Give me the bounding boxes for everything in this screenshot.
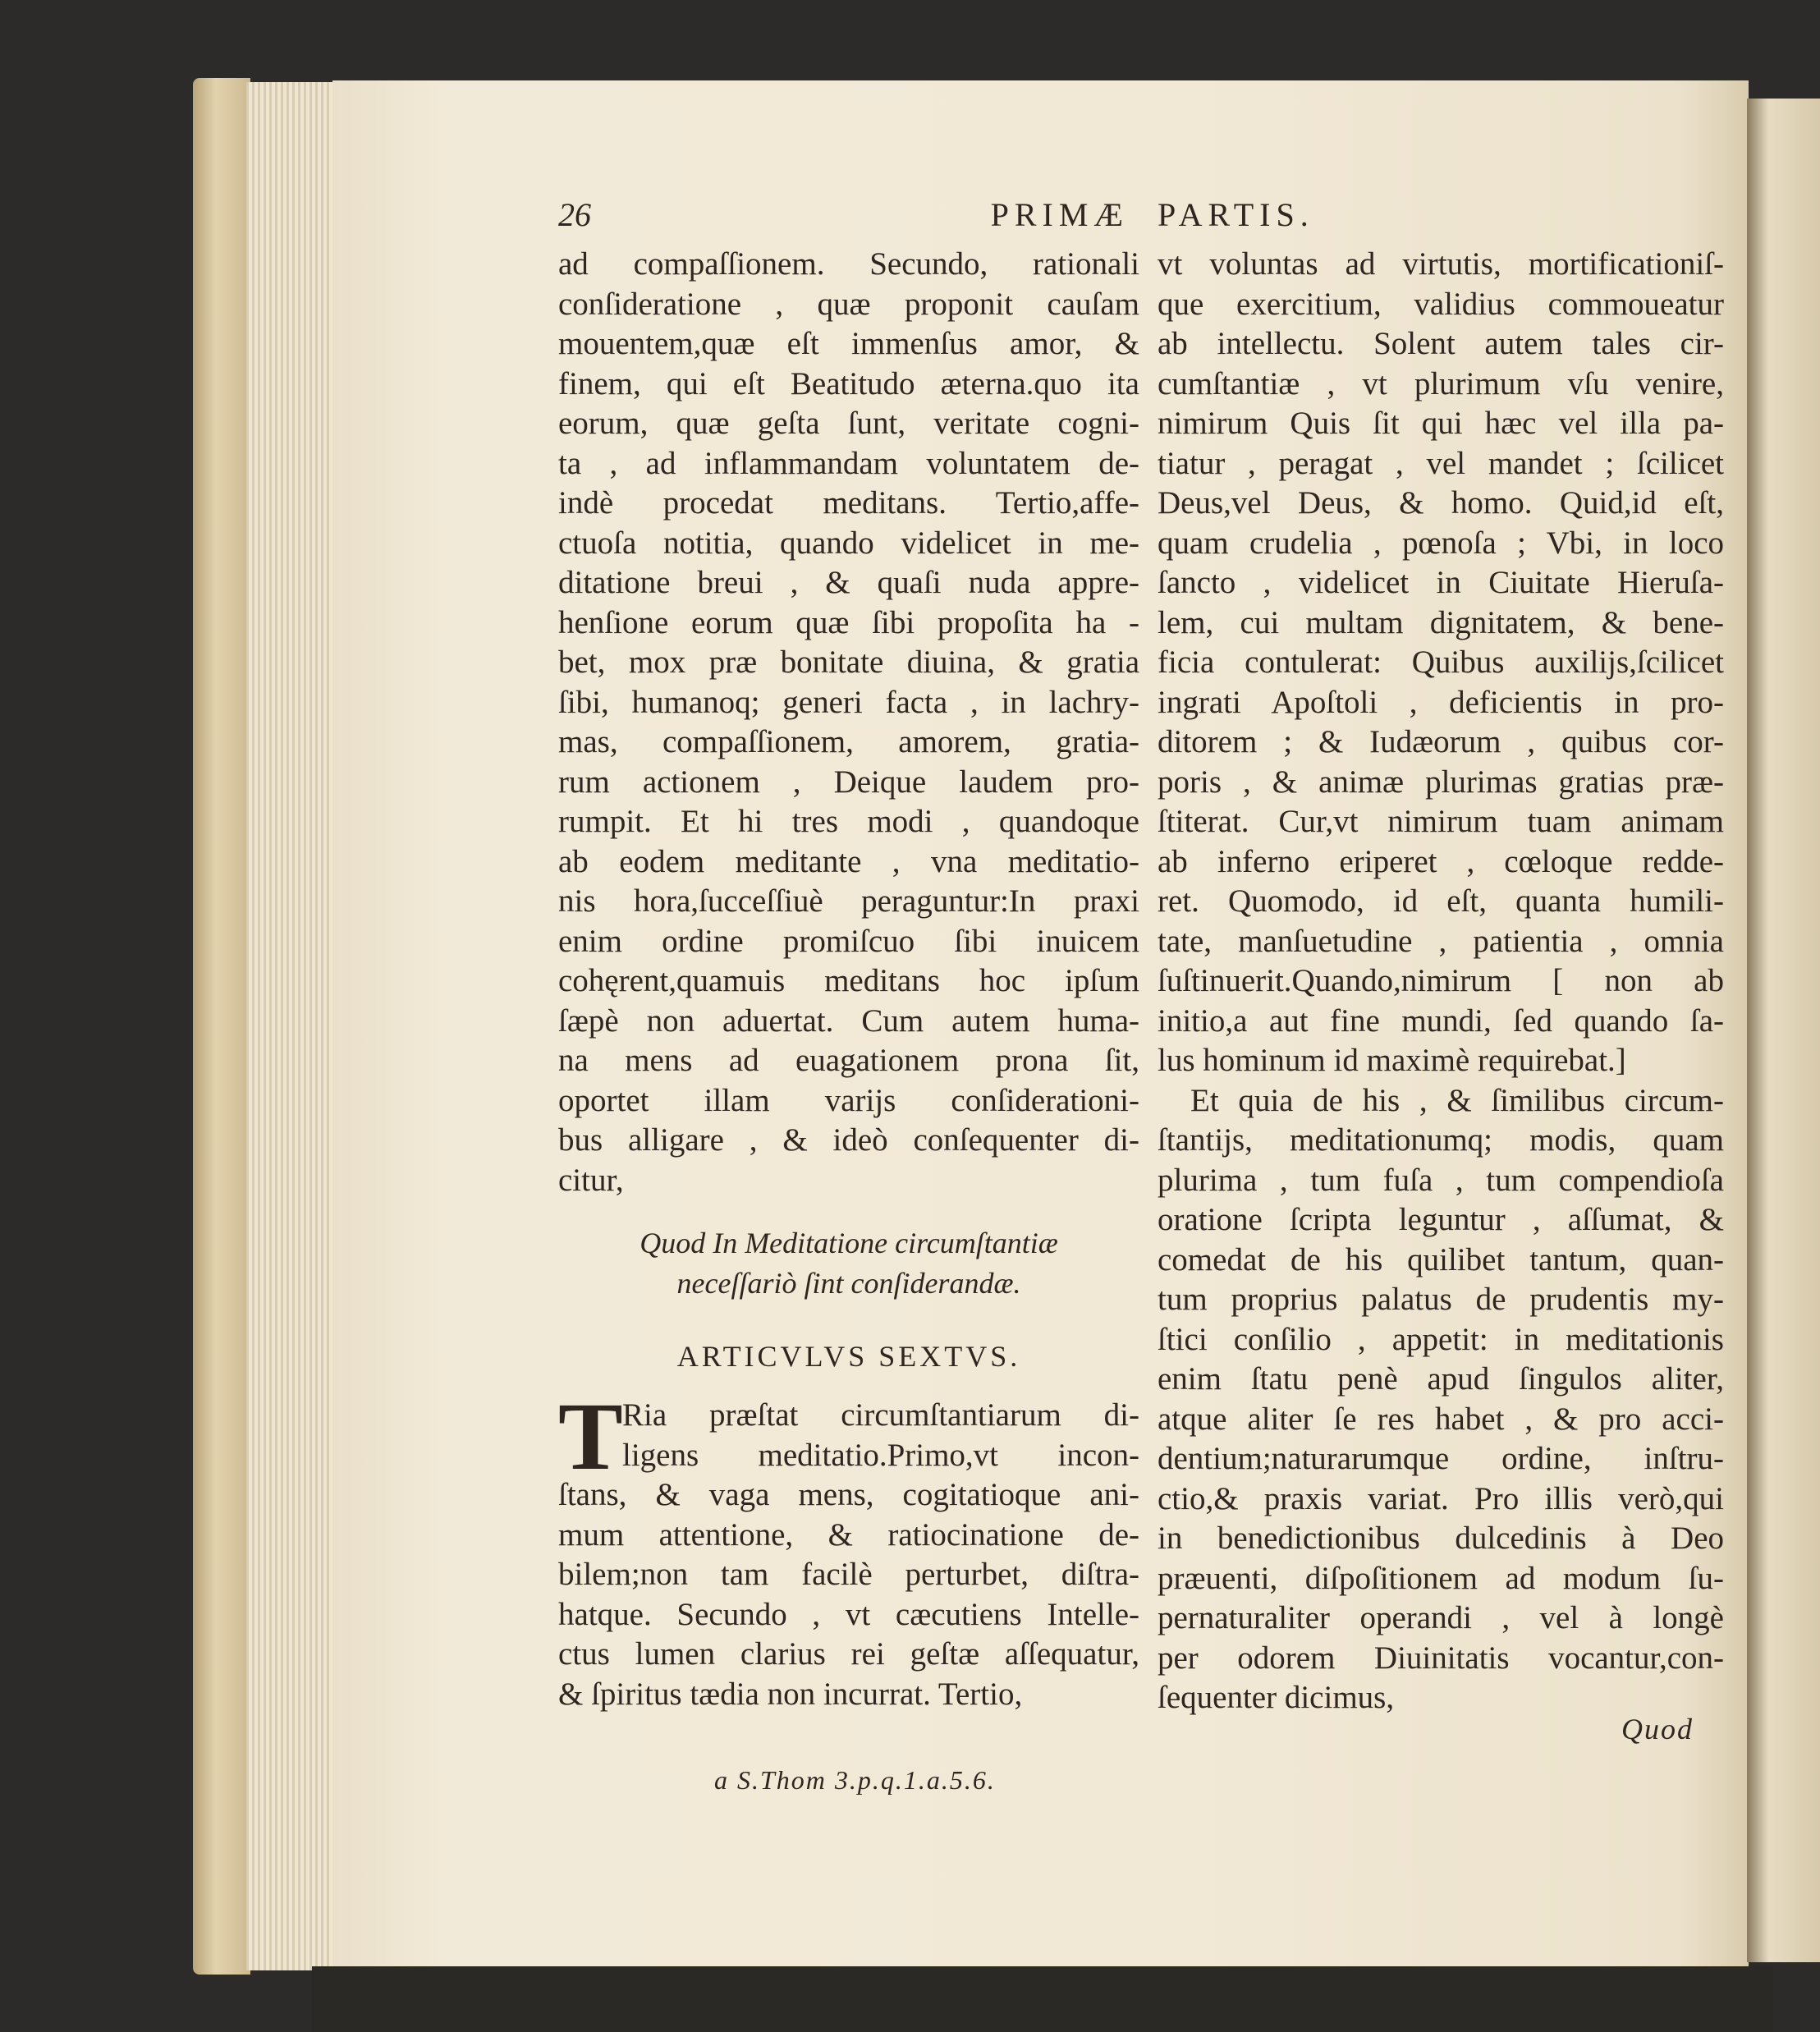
- text-line: bet, mox præ bonitate diuina, & gratia: [558, 644, 1139, 680]
- text-line: ſæpè non aduertat. Cum autem huma-: [558, 1002, 1139, 1039]
- text-line: ſequenter dicimus,: [1158, 1680, 1395, 1715]
- section-heading-line: Quod In Meditatione circumſtantiæ: [640, 1227, 1058, 1259]
- left-column: [558, 245, 1139, 1200]
- text-line: præuenti, diſpoſitionem ad modum ſu-: [1158, 1560, 1724, 1596]
- text-line: henſione eorum quæ ſibi propoſita ha -: [558, 604, 1139, 640]
- section-heading: [558, 1223, 1139, 1303]
- text-line: ingrati Apoſtoli , deficientis in pro-: [1158, 684, 1724, 720]
- page-number: 26: [558, 196, 591, 233]
- text-line: nis hora,ſucceſſiuè peraguntur:In praxi: [558, 883, 1139, 919]
- text-line: enim ſtatu penè apud ſingulos aliter,: [1158, 1361, 1724, 1397]
- text-line: oportet illam varijs conſiderationi-: [558, 1082, 1139, 1118]
- text-line: oratione ſcripta leguntur , aſſumat, &: [1158, 1202, 1724, 1237]
- text-line: ſtiterat. Cur,vt nimirum tuam animam: [1158, 804, 1724, 839]
- facing-page-edge: [1747, 99, 1820, 1962]
- text-line: indè procedat meditans. Tertio,affe-: [558, 485, 1139, 521]
- text-line: hatque. Secundo , vt cæcutiens Intelle-: [558, 1596, 1139, 1632]
- text-line: tate, manſuetudine , patientia , omnia: [1158, 923, 1724, 959]
- text-line: ficia contulerat: Quibus auxilijs,ſcilicet: [1158, 644, 1724, 680]
- text-line: mum attentione, & ratiocinatione de-: [558, 1516, 1139, 1553]
- text-line: bus alligare , & ideò conſequenter di-: [558, 1122, 1139, 1158]
- text-line: ſancto , videlicet in Ciuitate Hieruſa-: [1158, 565, 1724, 600]
- text-line: dentium;naturarumque ordine, inſtru-: [1158, 1441, 1724, 1476]
- catchword: Quod: [1621, 1713, 1694, 1745]
- text-line: eorum, quæ geſta ſunt, veritate cogni-: [558, 406, 1139, 441]
- text-line: conſideratione , quæ proponit cauſam: [558, 286, 1139, 322]
- text-line: cumſtantiæ , vt plurimum vſu venire,: [1158, 365, 1724, 401]
- text-line: ditorem ; & Iudæorum , quibus cor-: [1158, 724, 1724, 759]
- text-line: enim ordine promiſcuo ſibi inuicem: [558, 923, 1139, 959]
- text-line: ab inferno eriperet , cœloque redde-: [1158, 843, 1724, 879]
- text-line: rumpit. Et hi tres modi , quandoque: [558, 804, 1139, 839]
- text-line: cohęrent,quamuis meditans hoc ipſum: [558, 963, 1139, 998]
- background-shadow: [312, 1966, 1773, 2032]
- text-line: ſtans, & vaga mens, cogitatioque ani-: [558, 1477, 1139, 1512]
- right-column: [1158, 245, 1724, 1718]
- text-line: Deus,vel Deus, & homo. Quid,id eſt,: [1158, 485, 1724, 521]
- text-line: ligens meditatio.Primo,vt incon-: [622, 1437, 1139, 1473]
- text-line: & ſpiritus tædia non incurrat. Tertio,: [558, 1676, 1023, 1712]
- text-line: poris , & animæ plurimas gratias præ-: [1158, 764, 1724, 800]
- article-title: ARTICVLVS SEXTVS.: [676, 1340, 1021, 1373]
- text-line: na mens ad euagationem prona ſit,: [558, 1043, 1139, 1078]
- text-line: ctuoſa notitia, quando videlicet in me-: [558, 525, 1139, 561]
- text-line: ſtantijs, meditationumq; modis, quam: [1158, 1122, 1724, 1158]
- text-line: Ria præſtat circumſtantiarum di-: [622, 1397, 1139, 1433]
- text-line: tum proprius palatus de prudentis my-: [1158, 1282, 1724, 1317]
- drop-cap: T: [558, 1383, 623, 1490]
- text-line: quam crudelia , pœnoſa ; Vbi, in loco: [1158, 525, 1724, 561]
- text-line: bilem;non tam facilè perturbet, diſtra-: [558, 1557, 1139, 1592]
- text-line: rum actionem , Deique laudem pro-: [558, 764, 1139, 800]
- text-line: lus hominum id maximè requirebat.]: [1158, 1043, 1626, 1078]
- text-line: ret. Quomodo, id eſt, quanta humili-: [1158, 883, 1724, 919]
- text-line: mouentem,quæ eſt immenſus amor, &: [558, 326, 1139, 361]
- text-line: plurima , tum fuſa , tum compendioſa: [1158, 1162, 1724, 1198]
- text-line: comedat de his quilibet tantum, quan-: [1158, 1241, 1724, 1277]
- text-line: lem, cui multam dignitatem, & bene-: [1158, 604, 1724, 640]
- text-line: per odorem Diuinitatis vocantur,con-: [1158, 1640, 1724, 1676]
- text-line: ta , ad inflammandam voluntatem de-: [558, 445, 1139, 481]
- text-line: ad compaſſionem. Secundo, rationali: [558, 246, 1139, 282]
- text-line: finem, qui eſt Beatitudo æterna.quo ita: [558, 365, 1139, 401]
- text-line: citur,: [558, 1162, 624, 1198]
- text-line: in benedictionibus dulcedinis à Deo: [1158, 1521, 1724, 1556]
- text-line: ſtici conſilio , appetit: in meditationis: [1158, 1321, 1724, 1357]
- running-head-left: PRIMÆ: [990, 196, 1129, 233]
- running-head-right: PARTIS.: [1158, 196, 1314, 233]
- text-line: ſuſtinuerit.Quando,nimirum [ non ab: [1158, 963, 1724, 998]
- text-line: pernaturaliter operandi , vel à longè: [1158, 1600, 1724, 1635]
- text-line: mas, compaſſionem, amorem, gratia-: [558, 724, 1139, 759]
- text-line: ab intellectu. Solent autem tales cir-: [1158, 326, 1724, 361]
- text-line: ditatione breui , & quaſi nuda appre-: [558, 565, 1139, 600]
- footnote: a S.Thom 3.p.q.1.a.5.6.: [714, 1765, 996, 1795]
- text-line: ctus lumen clarius rei geſtæ aſſequatur,: [558, 1636, 1139, 1672]
- text-line: ab eodem meditante , vna meditatio-: [558, 843, 1139, 879]
- article-body: [558, 1383, 1139, 1714]
- text-line: vt voluntas ad virtutis, mortificationiſ-: [1158, 246, 1724, 282]
- text-line: atque aliter ſe res habet , & pro acci-: [1158, 1401, 1724, 1437]
- text-line: que exercitium, validius commoueatur: [1158, 286, 1724, 322]
- text-line: nimirum Quis ſit qui hæc vel illa pa-: [1158, 406, 1724, 441]
- text-line: ſibi, humanoq; generi facta , in lachry-: [558, 684, 1139, 720]
- text-line: ctio,& praxis variat. Pro illis verò,qui: [1158, 1480, 1724, 1516]
- book-cover-edge: [193, 78, 250, 1975]
- text-line: Et quia de his , & ſimilibus circum-: [1190, 1082, 1724, 1118]
- text-line: initio,a aut fine mundi, ſed quando ſa-: [1158, 1002, 1724, 1039]
- text-line: tiatur , peragat , vel mandet ; ſcilicet: [1158, 445, 1724, 481]
- section-heading-line: neceſſariò ſint conſiderandæ.: [676, 1266, 1021, 1300]
- page-stack-edges: [246, 82, 337, 1970]
